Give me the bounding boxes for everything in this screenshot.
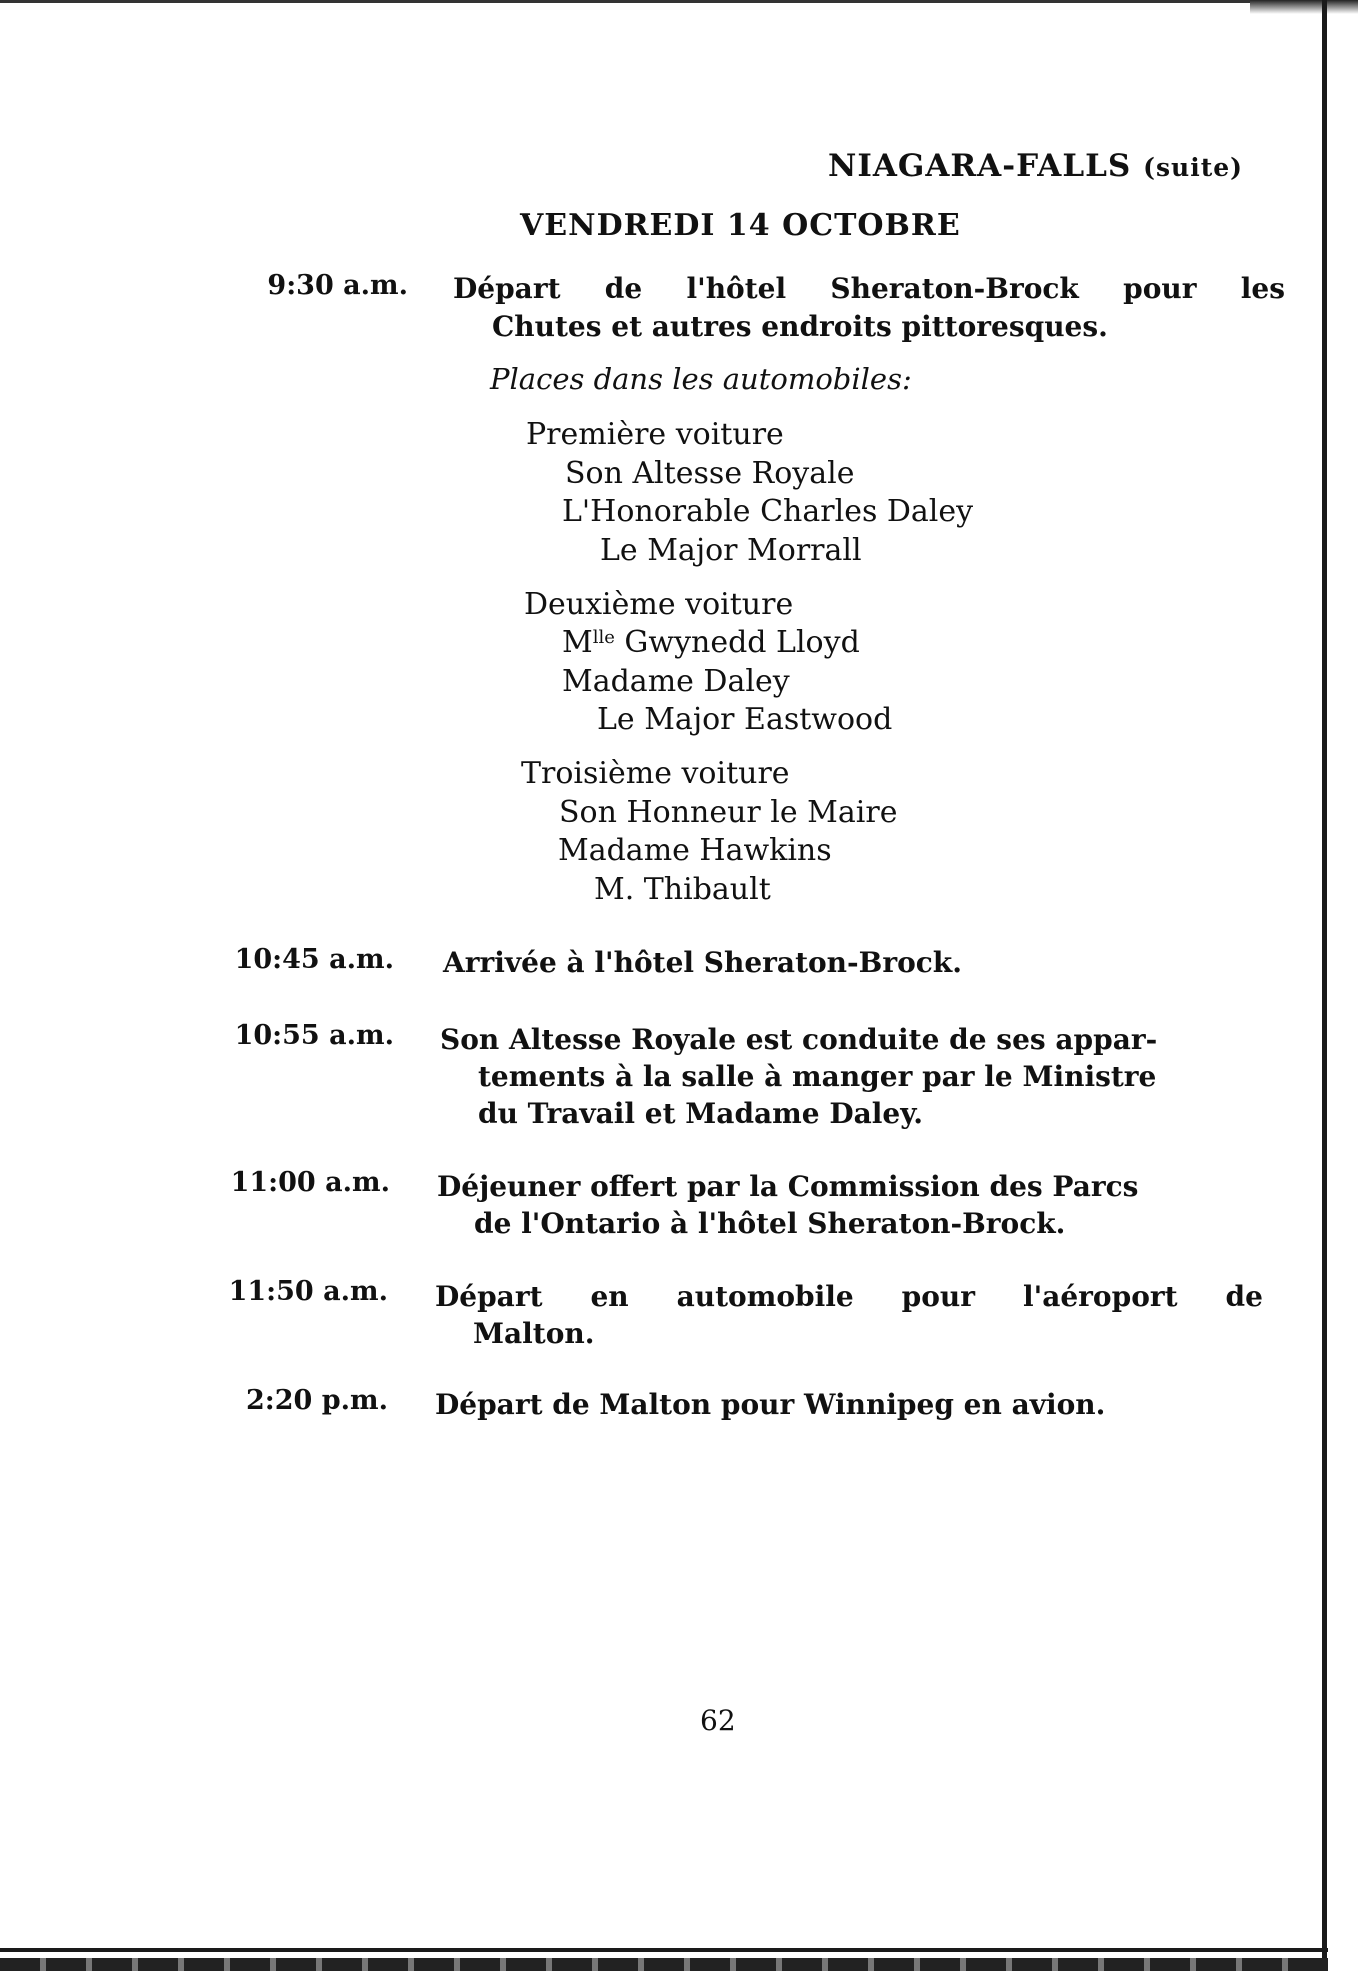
entry-line: Chutes et autres endroits pittoresques. bbox=[492, 310, 1108, 343]
word: Sheraton-Brock bbox=[830, 272, 1079, 305]
page-number: 62 bbox=[700, 1704, 736, 1737]
header-suite: (suite) bbox=[1143, 153, 1243, 182]
entry-line: Départ de Malton pour Winnipeg en avion. bbox=[435, 1388, 1106, 1421]
entry-line bbox=[453, 272, 1285, 305]
word: l'hôtel bbox=[686, 272, 787, 305]
passenger-name: Gwynedd Lloyd bbox=[614, 625, 860, 660]
entry-time: 9:30 a.m. bbox=[267, 270, 408, 301]
page-bottom-binding bbox=[0, 1958, 1328, 1971]
passenger: Son Altesse Royale bbox=[565, 456, 855, 491]
word: automobile bbox=[676, 1280, 854, 1313]
passenger bbox=[562, 625, 860, 660]
page-right-edge bbox=[1322, 0, 1327, 1971]
entry-line: Arrivée à l'hôtel Sheraton-Brock. bbox=[443, 946, 962, 979]
passenger: Madame Hawkins bbox=[558, 833, 832, 868]
passenger: Le Major Morrall bbox=[600, 533, 862, 568]
passenger: Le Major Eastwood bbox=[597, 702, 893, 737]
header-place: NIAGARA-FALLS bbox=[828, 148, 1132, 184]
word: de bbox=[1225, 1280, 1263, 1313]
page-bottom-edge bbox=[0, 1948, 1328, 1952]
day-heading: VENDREDI 14 OCTOBRE bbox=[520, 208, 961, 243]
running-header bbox=[828, 148, 1243, 184]
word: l'aéroport bbox=[1023, 1280, 1178, 1313]
passenger: Madame Daley bbox=[562, 664, 790, 699]
word: pour bbox=[1123, 272, 1197, 305]
car-name: Deuxième voiture bbox=[524, 587, 794, 622]
word: de bbox=[604, 272, 643, 305]
word: Départ bbox=[435, 1280, 543, 1313]
entry-line bbox=[435, 1280, 1263, 1313]
entry-line: Malton. bbox=[473, 1317, 595, 1350]
entry-line: de l'Ontario à l'hôtel Sheraton-Brock. bbox=[474, 1207, 1066, 1240]
entry-line: Déjeuner offert par la Commission des Parcs bbox=[437, 1170, 1139, 1203]
entry-time: 10:55 a.m. bbox=[234, 1020, 394, 1051]
passenger-title-sup: lle bbox=[592, 627, 615, 648]
entry-time: 11:00 a.m. bbox=[230, 1167, 390, 1198]
justified-line bbox=[435, 1280, 1263, 1313]
entry-line: du Travail et Madame Daley. bbox=[478, 1097, 924, 1130]
word: Départ bbox=[453, 272, 561, 305]
word: pour bbox=[901, 1280, 976, 1313]
justified-line bbox=[453, 272, 1285, 305]
word: en bbox=[590, 1280, 629, 1313]
passenger: M. Thibault bbox=[594, 872, 771, 907]
word: les bbox=[1240, 272, 1285, 305]
passenger-title: M bbox=[562, 625, 593, 660]
entry-line: tements à la salle à manger par le Ministre bbox=[478, 1060, 1157, 1093]
entry-time: 11:50 a.m. bbox=[228, 1276, 388, 1307]
passenger: L'Honorable Charles Daley bbox=[562, 494, 974, 529]
page-top-edge bbox=[0, 0, 1358, 3]
car-name: Troisième voiture bbox=[521, 756, 790, 791]
cars-heading: Places dans les automobiles: bbox=[490, 362, 912, 396]
car-name: Première voiture bbox=[526, 417, 784, 452]
passenger: Son Honneur le Maire bbox=[559, 795, 898, 830]
entry-time: 10:45 a.m. bbox=[234, 944, 394, 975]
page-corner-shadow bbox=[1250, 0, 1358, 14]
entry-line: Son Altesse Royale est conduite de ses appar- bbox=[440, 1023, 1158, 1056]
entry-time: 2:20 p.m. bbox=[246, 1385, 388, 1416]
